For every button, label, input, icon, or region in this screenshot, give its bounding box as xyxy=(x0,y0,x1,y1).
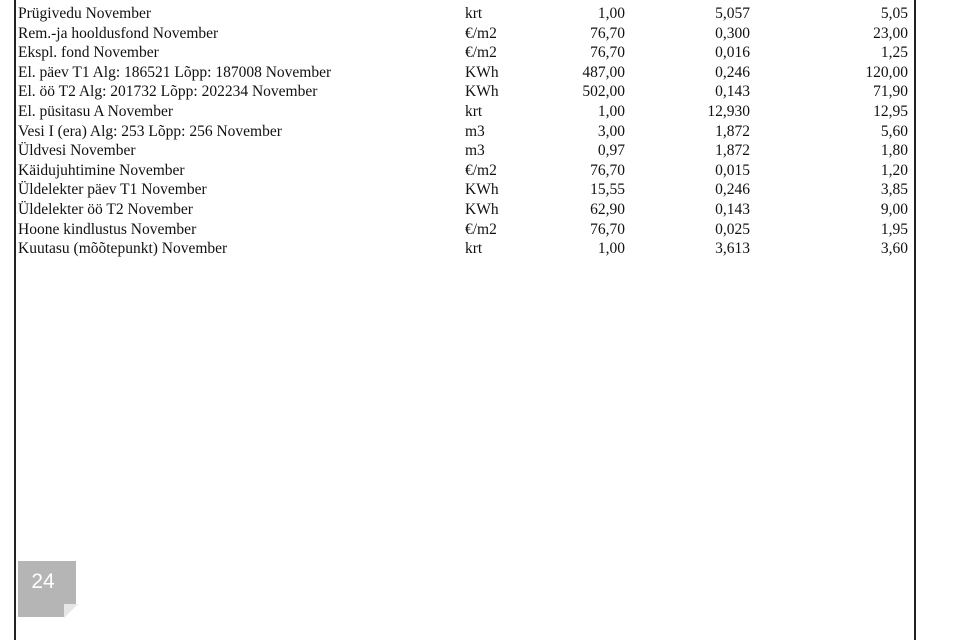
row-description: El. päev T1 Alg: 186521 Lõpp: 187008 November xyxy=(18,63,332,81)
table-row xyxy=(18,200,912,220)
row-sum: 1,95 xyxy=(880,220,908,238)
row-unit: €/m2 xyxy=(465,220,497,238)
row-sum: 9,00 xyxy=(880,200,908,218)
row-quantity: 3,00 xyxy=(597,122,625,140)
row-price: 1,872 xyxy=(715,142,750,160)
table-row xyxy=(18,24,912,44)
table-row xyxy=(18,161,912,181)
row-price: 12,930 xyxy=(707,102,750,120)
row-unit: krt xyxy=(465,102,483,120)
row-unit: krt xyxy=(465,5,483,22)
row-quantity: 502,00 xyxy=(582,83,625,101)
row-description: Üldelekter päev T1 November xyxy=(18,181,207,199)
table-row xyxy=(18,82,912,102)
table-row xyxy=(18,63,912,83)
row-description: Kuutasu (mõõtepunkt) November xyxy=(18,240,228,258)
row-unit: m3 xyxy=(465,122,485,140)
invoice-table xyxy=(18,4,912,259)
row-description: El. püsitasu A November xyxy=(18,102,173,120)
row-price: 0,143 xyxy=(715,200,750,218)
row-price: 0,246 xyxy=(715,63,750,81)
row-quantity: 76,70 xyxy=(590,44,625,62)
row-description: Käidujuhtimine November xyxy=(18,161,185,179)
table-row xyxy=(18,220,912,240)
row-unit: KWh xyxy=(465,181,499,199)
row-quantity: 76,70 xyxy=(590,220,625,238)
row-sum: 3,60 xyxy=(880,240,908,258)
row-quantity: 0,97 xyxy=(597,142,625,160)
row-price: 1,872 xyxy=(715,122,750,140)
table-row xyxy=(18,239,912,259)
row-unit: KWh xyxy=(465,63,499,81)
page-border-right xyxy=(914,0,916,640)
table-row xyxy=(18,4,912,24)
row-price: 0,143 xyxy=(715,83,750,101)
row-sum: 71,90 xyxy=(873,83,908,101)
row-unit: m3 xyxy=(465,142,485,160)
row-sum: 5,60 xyxy=(880,122,908,140)
row-description: Prügivedu November xyxy=(18,5,152,22)
row-unit: €/m2 xyxy=(465,161,497,179)
row-description: Ekspl. fond November xyxy=(18,44,159,62)
page-corner-fold-icon xyxy=(64,604,78,618)
row-price: 0,016 xyxy=(715,44,750,62)
row-price: 0,246 xyxy=(715,181,750,199)
row-quantity: 1,00 xyxy=(597,5,625,22)
row-price: 3,613 xyxy=(715,240,750,258)
row-description: Üldvesi November xyxy=(18,142,136,160)
table-row xyxy=(18,122,912,142)
row-price: 0,015 xyxy=(715,161,750,179)
row-sum: 1,80 xyxy=(880,142,908,160)
page-border-left xyxy=(14,0,16,640)
row-sum: 3,85 xyxy=(880,181,908,199)
row-price: 5,057 xyxy=(715,5,750,22)
row-unit: €/m2 xyxy=(465,44,497,62)
row-description: Vesi I (era) Alg: 253 Lõpp: 256 November xyxy=(18,122,282,140)
row-quantity: 76,70 xyxy=(590,161,625,179)
row-sum: 23,00 xyxy=(873,24,908,42)
row-unit: KWh xyxy=(465,83,499,101)
table-row xyxy=(18,102,912,122)
row-sum: 120,00 xyxy=(865,63,908,81)
row-sum: 1,20 xyxy=(880,161,908,179)
row-price: 0,025 xyxy=(715,220,750,238)
row-description: Hoone kindlustus November xyxy=(18,220,197,238)
table-row xyxy=(18,180,912,200)
row-sum: 5,05 xyxy=(880,5,908,22)
row-description: Rem.-ja hooldusfond November xyxy=(18,24,219,42)
row-quantity: 487,00 xyxy=(582,63,625,81)
row-unit: krt xyxy=(465,240,483,258)
row-quantity: 62,90 xyxy=(590,200,625,218)
row-sum: 12,95 xyxy=(873,102,908,120)
row-sum: 1,25 xyxy=(880,44,908,62)
row-unit: KWh xyxy=(465,200,499,218)
row-quantity: 1,00 xyxy=(597,240,625,258)
table-row xyxy=(18,43,912,63)
row-description: Üldelekter öö T2 November xyxy=(18,200,193,218)
row-unit: €/m2 xyxy=(465,24,497,42)
row-quantity: 15,55 xyxy=(590,181,625,199)
row-quantity: 1,00 xyxy=(597,102,625,120)
row-price: 0,300 xyxy=(715,24,750,42)
row-description: El. öö T2 Alg: 201732 Lõpp: 202234 November xyxy=(18,83,318,101)
page-number: 24 xyxy=(31,570,55,593)
table-row xyxy=(18,141,912,161)
row-quantity: 76,70 xyxy=(590,24,625,42)
